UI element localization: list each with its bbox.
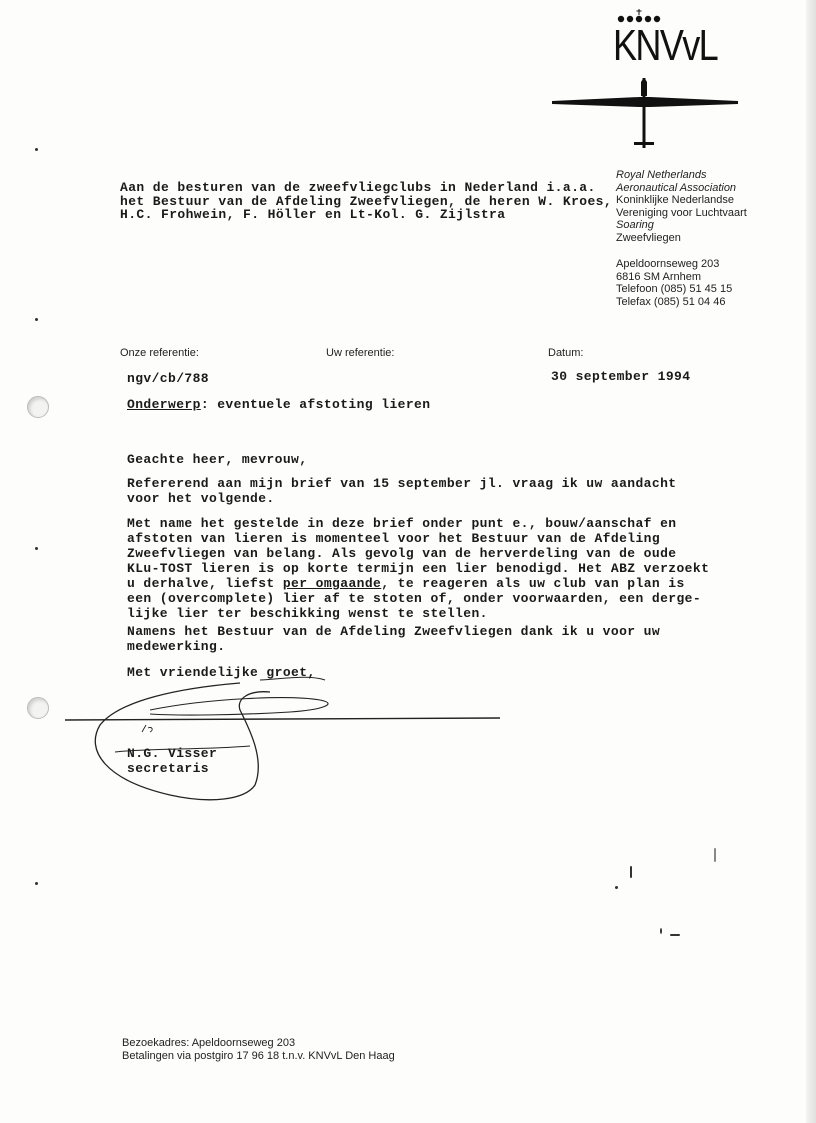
signatory-name: N.G. Visser [127, 746, 218, 761]
recipient-line: het Bestuur van de Afdeling Zweefvliegen, de heren W. Kroes, [120, 193, 613, 209]
punch-hole [27, 396, 49, 418]
organisation-names [616, 169, 747, 244]
signature [60, 670, 510, 810]
visiting-address: Bezoekadres: Apeldoornseweg 203 [122, 1037, 296, 1049]
body-fragment: , te reageren als uw club van plan is [381, 576, 685, 591]
paragraph-1 [127, 476, 705, 506]
division-nl: Zweefvliegen [616, 231, 681, 244]
page-edge [806, 0, 816, 1123]
speck [630, 866, 632, 878]
recipient-line: Aan de besturen van de zweefvliegclubs in Nederland i.a.a. [120, 180, 596, 195]
address-city: 6816 SM Arnhem [616, 270, 701, 283]
subject-text: : eventuele afstoting lieren [200, 397, 431, 412]
recipient-block [120, 181, 612, 222]
org-name-en-1: Royal Netherlands [616, 169, 707, 181]
body-line [127, 576, 705, 591]
date-label: Datum: [548, 347, 584, 359]
org-name-nl-2: Vereniging voor Luchtvaart [616, 206, 747, 219]
speck [714, 848, 716, 862]
fax: Telefax (085) 51 04 46 [616, 295, 726, 308]
margin-dot [35, 148, 38, 151]
salutation: Geachte heer, mevrouw, [127, 452, 308, 467]
paragraph-3 [127, 624, 705, 654]
speck [615, 886, 618, 889]
body-line: Refererend aan mijn brief van 15 september jl. vraag ik uw aandacht [127, 476, 677, 491]
paragraph-2 [127, 516, 710, 621]
body-fragment: u derhalve, liefst [127, 576, 283, 591]
body-line: Met name het gestelde in deze brief onder punt e., bouw/aanschaf en [127, 516, 677, 531]
footer [122, 1037, 395, 1062]
address-street: Apeldoornseweg 203 [616, 258, 720, 270]
margin-dot [35, 318, 38, 321]
phone: Telefoon (085) 51 45 15 [616, 283, 733, 295]
signatory-block [127, 746, 217, 776]
body-line: Zweefvliegen van belang. Als gevolg van de herverdeling van de oude [127, 546, 677, 561]
date-value: 30 september 1994 [551, 369, 691, 384]
body-line: een (overcomplete) lier af te stoten of, onder voorwaarden, een dergе- [127, 591, 702, 606]
logo-wordmark: KNVvL [613, 21, 718, 70]
body-line: medewerking. [127, 639, 226, 654]
payments: Betalingen via postgiro 17 96 18 t.n.v. KNVvL Den Haag [122, 1049, 395, 1062]
speck [670, 934, 680, 936]
body-line: lijke lier ter beschikking wenst te stellen. [127, 606, 488, 621]
our-reference-label: Onze referentie: [120, 347, 199, 359]
speck [660, 928, 662, 934]
body-line: KLu-TOST lieren is op korte termijn een lier benodigd. Het ABZ verzoekt [127, 561, 710, 576]
signatory-title: secretaris [127, 761, 210, 776]
contact-block [616, 258, 732, 308]
your-reference-label: Uw referentie: [326, 347, 395, 359]
margin-dot [35, 547, 38, 550]
our-reference-value: ngv/cb/788 [127, 371, 210, 386]
body-line: afstoten van lieren is momenteel voor het Bestuur van de Afdeling [127, 531, 661, 546]
underlined-phrase: per omgaande [282, 576, 382, 591]
org-name-nl-1: Koninklijke Nederlandse [616, 194, 735, 206]
org-name-en-2: Aeronautical Association [616, 181, 737, 194]
body-line: Namens het Bestuur van de Afdeling Zweefvliegen dank ik u voor uw [127, 624, 661, 639]
division-en: Soaring [616, 219, 654, 231]
glider-icon [550, 76, 740, 148]
subject-label: Onderwerp [127, 397, 201, 412]
recipient-line: H.C. Frohwein, F. Höller en Lt-Kol. G. Zijlstra [120, 207, 506, 222]
subject-line [127, 397, 430, 412]
margin-dot [35, 882, 38, 885]
punch-hole [27, 697, 49, 719]
body-line: voor het volgende. [127, 491, 275, 506]
closing: Met vriendelijke groet, [127, 665, 316, 680]
